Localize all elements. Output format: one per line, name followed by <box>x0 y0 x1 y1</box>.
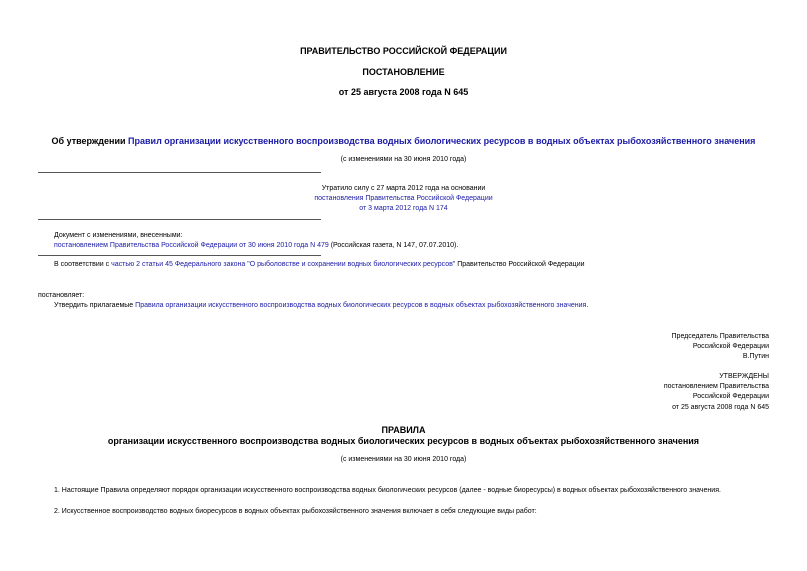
basis-prefix: В соответствии с <box>54 261 112 268</box>
basis-suffix: Правительство Российской Федерации <box>455 261 585 268</box>
signature-line2: Российской Федерации <box>692 343 769 350</box>
signature-line1: Председатель Правительства <box>671 333 769 340</box>
lost-force-link-line2[interactable]: от 3 марта 2012 года N 174 <box>359 205 448 212</box>
approve-prefix: Утвердить прилагаемые <box>54 302 136 309</box>
decrees-word: постановляет: <box>38 292 85 299</box>
rules-amendment-note: (с изменениями на 30 июня 2010 года) <box>340 456 467 463</box>
amendment-note-top: (с изменениями на 30 июня 2010 года) <box>340 156 467 163</box>
document-type: ПОСТАНОВЛЕНИЕ <box>362 67 445 77</box>
signature-line3: В.Путин <box>742 353 769 360</box>
approved-line1: УТВЕРЖДЕНЫ <box>719 373 769 380</box>
approve-paragraph <box>54 302 588 309</box>
federal-law-link[interactable]: частью 2 статьи 45 Федерального закона "О рыболовстве и сохранении водных биологических ресурсов" <box>111 261 456 268</box>
changes-decree-link[interactable]: постановлением Правительства Российской Федерации от 30 июня 2010 года N 479 <box>54 242 329 249</box>
document-title <box>0 136 807 146</box>
approved-line4: от 25 августа 2008 года N 645 <box>672 404 769 411</box>
approved-line3: Российской Федерации <box>692 393 769 400</box>
divider <box>38 172 321 173</box>
rules-paragraph-1: 1. Настоящие Правила определяют порядок организации искусственного воспроизводства водных биологических ресурсов (далее - водные биоресурсы) в водных объектах рыбохозяйственного значения. <box>54 487 721 494</box>
document-date: от 25 августа 2008 года N 645 <box>338 87 469 97</box>
approved-line2: постановлением Правительства <box>663 383 769 390</box>
government-name: ПРАВИТЕЛЬСТВО РОССИЙСКОЙ ФЕДЕРАЦИИ <box>300 46 507 56</box>
rules-subheading: организации искусственного воспроизводства водных биологических ресурсов в водных объектах рыбохозяйственного значения <box>107 436 700 446</box>
title-prefix: Об утверждении <box>51 136 129 146</box>
rules-paragraph-2: 2. Искусственное воспроизводство водных биоресурсов в водных объектах рыбохозяйственного значения включает в себя следующие виды работ: <box>54 508 537 515</box>
changes-suffix: (Российская газета, N 147, 07.07.2010). <box>328 242 459 249</box>
title-rules-link[interactable]: Правил организации искусственного воспроизводства водных биологических ресурсов в водных объектах рыбохозяйственного значения <box>128 136 756 146</box>
divider <box>38 255 321 256</box>
approve-rules-link[interactable]: Правила организации искусственного воспроизводства водных биологических ресурсов в водных объектах рыбохозяйственного значения <box>135 302 587 309</box>
changes-label: Документ с изменениями, внесенными: <box>54 232 183 239</box>
approve-suffix: . <box>586 302 589 309</box>
changes-line <box>54 242 458 249</box>
lost-force-link-line1[interactable]: постановления Правительства Российской Федерации <box>314 195 493 202</box>
lost-force-text: Утратило силу с 27 марта 2012 года на основании <box>321 185 486 192</box>
rules-heading: ПРАВИЛА <box>381 425 426 435</box>
divider <box>38 219 321 220</box>
basis-paragraph <box>54 261 585 268</box>
